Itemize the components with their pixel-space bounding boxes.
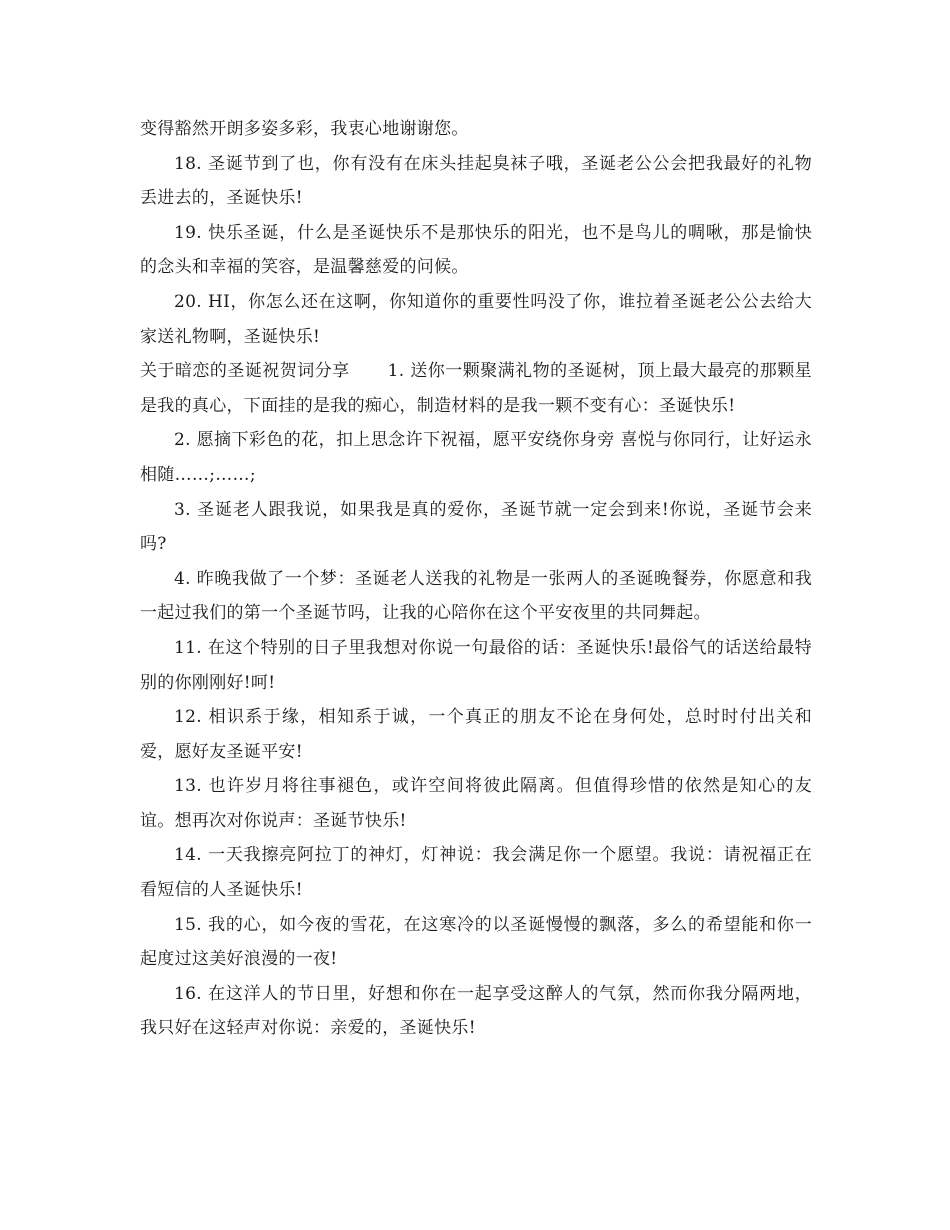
section-title: 关于暗恋的圣诞祝贺词分享 — [140, 361, 350, 382]
list-item: 20. HI，你怎么还在这啊，你知道你的重要性吗没了你，谁拉着圣诞老公公去给大家送礼物啊，圣诞快乐! — [140, 291, 812, 347]
list-item: 4. 昨晚我做了一个梦：圣诞老人送我的礼物是一张两人的圣诞晚餐券，你愿意和我一起过我们的第一个圣诞节吗，让我的心陪你在这个平安夜里的共同舞起。 — [140, 568, 812, 624]
list-item: 2. 愿摘下彩色的花，扣上思念许下祝福，愿平安绕你身旁 喜悦与你同行，让好运永相随……;……; — [140, 430, 812, 485]
section-start — [140, 354, 812, 423]
list-item: 15. 我的心，如今夜的雪花，在这寒冷的以圣诞慢慢的飘落，多么的希望能和你一起度过这美好浪漫的一夜! — [140, 914, 812, 970]
list-item: 19. 快乐圣诞，什么是圣诞快乐不是那快乐的阳光，也不是鸟儿的啁啾，那是愉快的念头和幸福的笑容，是温馨慈爱的问候。 — [140, 222, 812, 278]
list-item: 12. 相识系于缘，相知系于诚，一个真正的朋友不论在身何处，总时时付出关和爱，愿好友圣诞平安! — [140, 707, 812, 762]
paragraph-continuation: 变得豁然开朗多姿多彩，我衷心地谢谢您。 — [140, 119, 469, 139]
list-item: 3. 圣诞老人跟我说，如果我是真的爱你，圣诞节就一定会到来!你说，圣诞节会来吗? — [140, 499, 812, 555]
list-item: 18. 圣诞节到了也，你有没有在床头挂起臭袜子哦，圣诞老公公会把我最好的礼物丢进去的，圣诞快乐! — [140, 153, 812, 209]
document-body — [140, 112, 812, 1046]
list-item: 14. 一天我擦亮阿拉丁的神灯，灯神说：我会满足你一个愿望。我说：请祝福正在看短信的人圣诞快乐! — [140, 845, 812, 901]
list-item: 13. 也许岁月将往事褪色，或许空间将彼此隔离。但值得珍惜的依然是知心的友谊。想再次对你说声：圣诞节快乐! — [140, 776, 812, 831]
list-item: 11. 在这个特别的日子里我想对你说一句最俗的话：圣诞快乐!最俗气的话送给最特别的你刚刚好!呵! — [140, 637, 812, 693]
list-item: 1. 送你一颗聚满礼物的圣诞树，顶上最大最亮的那颗星是我的真心，下面挂的是我的痴心，制造材料的是我一颗不变有心：圣诞快乐! — [140, 361, 812, 416]
list-item: 16. 在这洋人的节日里，好想和你在一起享受这醉人的气氛，然而你我分隔两地，我只好在这轻声对你说：亲爱的，圣诞快乐! — [140, 983, 812, 1039]
